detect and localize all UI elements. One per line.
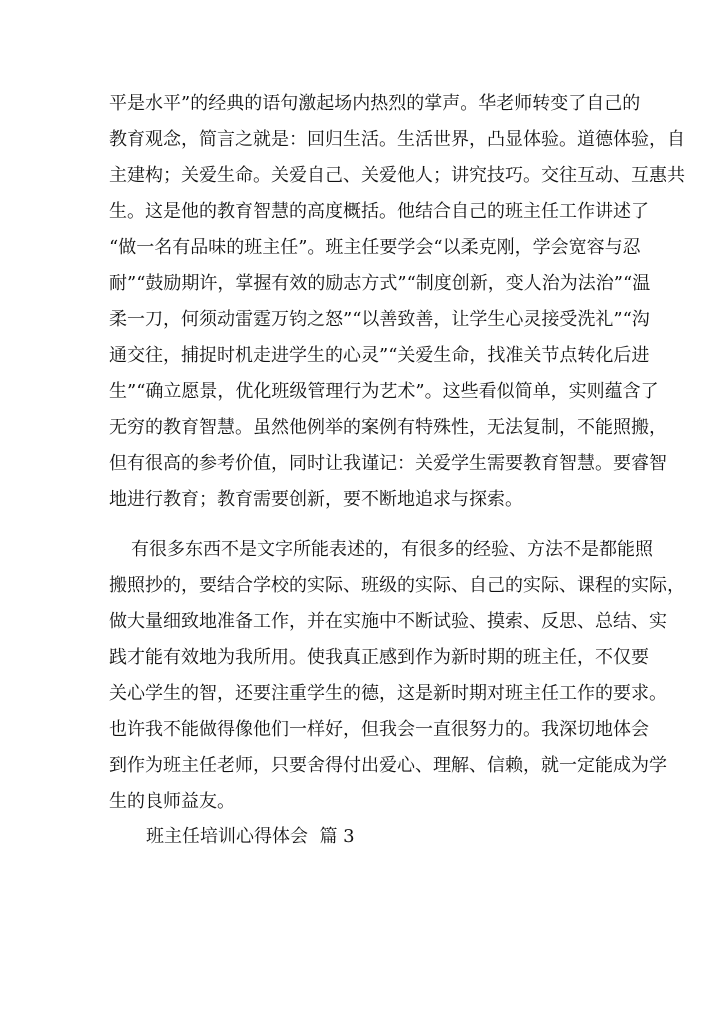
text-line: 生”“确立愿景，优化班级管理行为艺术”。这些看似简单，实则蕴含了 [109, 381, 659, 402]
text-line: 生。这是他的教育智慧的高度概括。他结合自己的班主任工作讲述了 [109, 201, 649, 222]
section-heading: 班主任培训心得体会 篇 3 [146, 826, 355, 847]
text-line: “做一名有品味的班主任”。班主任要学会“以柔克刚，学会宽容与忍 [109, 237, 641, 258]
text-line: 也许我不能做得像他们一样好，但我会一直很努力的。我深切地体会 [109, 719, 649, 740]
text-line: 生的良师益友。 [109, 791, 235, 812]
text-line: 但有很高的参考价值，同时让我谨记：关爱学生需要教育智慧。要睿智 [109, 453, 667, 474]
text-line: 践才能有效地为我所用。使我真正感到作为新时期的班主任，不仅要 [109, 647, 649, 668]
text-line: 无穷的教育智慧。虽然他例举的案例有特殊性，无法复制，不能照搬， [109, 417, 667, 438]
text-line: 到作为班主任老师，只要舍得付出爱心、理解、信赖，就一定能成为学 [109, 755, 667, 776]
text-line: 柔一刀，何须动雷霆万钧之怒”“以善致善，让学生心灵接受洗礼”“沟 [109, 309, 650, 330]
text-line: 主建构；关爱生命。关爱自己、关爱他人；讲究技巧。交往互动、互惠共 [109, 165, 685, 186]
text-line: 有很多东西不是文字所能表述的，有很多的经验、方法不是都能照 [131, 539, 653, 560]
text-line: 教育观念，简言之就是：回归生活。生活世界，凸显体验。道德体验，自 [109, 129, 685, 150]
text-line: 地进行教育；教育需要创新，要不断地追求与探索。 [109, 489, 523, 510]
text-line: 耐”“鼓励期许，掌握有效的励志方式”“制度创新，变人治为法治”“温 [109, 273, 651, 294]
text-line: 通交往，捕捉时机走进学生的心灵”“关爱生命，找准关节点转化后进 [109, 345, 650, 366]
text-line: 做大量细致地准备工作，并在实施中不断试验、摸索、反思、总结、实 [109, 611, 667, 632]
text-line: 关心学生的智，还要注重学生的德，这是新时期对班主任工作的要求。 [109, 683, 667, 704]
text-line: 搬照抄的，要结合学校的实际、班级的实际、自己的实际、课程的实际， [109, 575, 685, 596]
text-line: 平是水平”的经典的语句激起场内热烈的掌声。华老师转变了自己的 [109, 93, 641, 114]
